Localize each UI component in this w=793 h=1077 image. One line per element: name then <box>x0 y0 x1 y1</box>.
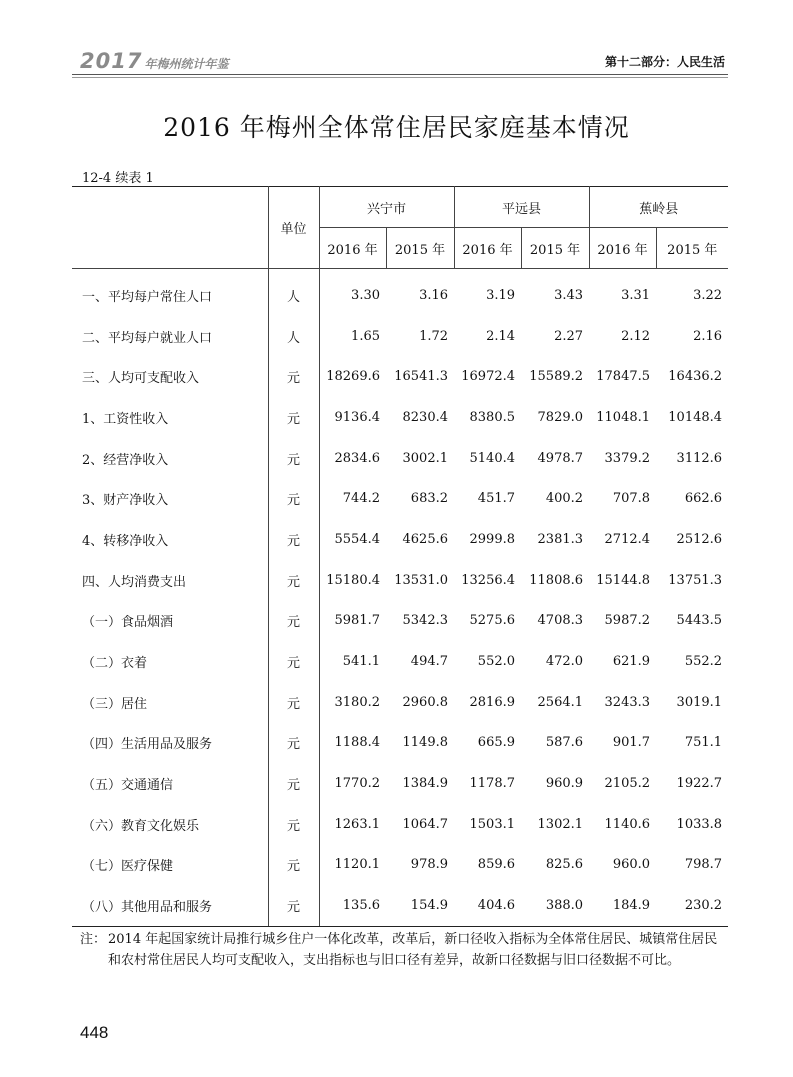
table-cell-value: 404.6 <box>454 885 521 926</box>
table-cell-value: 16972.4 <box>461 369 516 385</box>
row-label: （五）交通通信 <box>82 778 174 794</box>
row-label: （二）衣着 <box>82 656 148 672</box>
table-cell-value: 154.9 <box>386 885 454 926</box>
table-cell-value: 16541.3 <box>394 369 449 385</box>
table-id: 12-4 续表 1 <box>82 171 154 186</box>
table-cell-value: 2834.6 <box>334 450 380 466</box>
table-row <box>72 804 728 845</box>
table-cell-value: 400.2 <box>545 491 584 507</box>
row-label: （七）医疗保健 <box>82 859 174 875</box>
table-cell-value: 1120.1 <box>334 857 380 873</box>
table-cell-value: 13531.0 <box>394 572 449 588</box>
row-unit: 元 <box>268 560 319 601</box>
row-label: （八）其他用品和服务 <box>72 885 268 926</box>
note-label: 注： <box>80 932 107 947</box>
table-cell-value: 5981.7 <box>334 613 380 629</box>
table-row <box>72 269 728 316</box>
table-cell-value: 1178.7 <box>469 776 516 792</box>
table-cell-value: 17847.5 <box>596 369 651 385</box>
row-unit: 元 <box>268 397 319 438</box>
book-year: 2017 <box>80 49 143 73</box>
table-cell-value: 11048.1 <box>596 409 651 425</box>
table-cell-value: 13256.4 <box>461 572 516 588</box>
section-label: 第十二部分：人民生活 <box>604 55 725 69</box>
table-cell-value: 552.0 <box>477 654 516 670</box>
table-cell-value: 662.6 <box>684 491 723 507</box>
table-cell-value: 3.31 <box>621 287 651 303</box>
table-cell-value: 2960.8 <box>402 694 449 710</box>
table-cell-value: 1770.2 <box>334 776 380 792</box>
table-cell-value: 13751.3 <box>668 572 723 588</box>
table-cell-value: 2.16 <box>693 328 723 344</box>
table-cell-value: 5443.5 <box>676 613 723 629</box>
row-unit: 元 <box>268 356 319 397</box>
header-group-xingning: 兴宁市 <box>319 187 454 228</box>
table-row <box>72 397 728 438</box>
header-group-jiaoling: 蕉岭县 <box>589 187 728 228</box>
row-unit: 人 <box>268 316 319 357</box>
table-row <box>72 763 728 804</box>
table-cell-value: 587.6 <box>545 735 584 751</box>
table-cell-value: 798.7 <box>684 857 723 873</box>
note-text: 2014 年起国家统计局推行城乡住户一体化改革，改革后，新口径收入指标为全体常住居民、城镇常住居民和农村常住居民人均可支配收入，支出指标也与旧口径有差异，故新口径数据与旧口径数据不可比。 <box>108 932 718 968</box>
table-cell-value: 859.6 <box>477 857 516 873</box>
table-cell-value: 978.9 <box>410 857 449 873</box>
table-cell-value: 2.12 <box>621 328 651 344</box>
row-unit: 元 <box>268 478 319 519</box>
table-cell-value: 4625.6 <box>402 531 449 547</box>
row-label: 4、转移净收入 <box>82 533 169 549</box>
table-cell-value: 1.65 <box>351 328 380 344</box>
table-cell-value: 5342.3 <box>402 613 449 629</box>
table-cell-value: 5275.6 <box>469 613 516 629</box>
table-cell-value: 2712.4 <box>604 531 651 547</box>
table-cell-value: 901.7 <box>612 735 651 751</box>
table-cell-value: 1.72 <box>419 328 449 344</box>
table-cell-value: 184.9 <box>589 885 656 926</box>
row-label: （六）教育文化娱乐 <box>82 818 200 834</box>
page-number: 448 <box>80 1023 109 1042</box>
table-cell-value: 621.9 <box>612 654 651 670</box>
table-cell-value: 3379.2 <box>604 450 651 466</box>
table-cell-value: 751.1 <box>684 735 723 751</box>
book-name: 年梅州统计年鉴 <box>144 57 229 71</box>
table-cell-value: 1033.8 <box>676 816 723 832</box>
table-cell-value: 552.2 <box>684 654 723 670</box>
table-row <box>72 601 728 642</box>
table-cell-value: 388.0 <box>521 885 589 926</box>
row-unit: 元 <box>268 845 319 886</box>
table-cell-value: 1188.4 <box>334 735 380 751</box>
page-title: 2016 年梅州全体常住居民家庭基本情况 <box>163 113 630 142</box>
table-cell-value: 5554.4 <box>334 531 380 547</box>
row-unit: 元 <box>268 804 319 845</box>
table-cell-value: 683.2 <box>410 491 449 507</box>
table-cell-value: 15589.2 <box>529 369 584 385</box>
header-year: 2016 年 <box>454 228 521 269</box>
row-label: 一、平均每户常住人口 <box>82 289 213 305</box>
row-unit: 元 <box>268 438 319 479</box>
table-cell-value: 1263.1 <box>334 816 380 832</box>
table-cell-value: 15180.4 <box>326 572 380 588</box>
row-label: （三）居住 <box>82 696 148 712</box>
row-unit: 人 <box>268 269 319 316</box>
table-cell-value: 1064.7 <box>402 816 449 832</box>
table-cell-value: 1140.6 <box>604 816 651 832</box>
row-unit: 元 <box>268 763 319 804</box>
header-year: 2016 年 <box>319 228 386 269</box>
row-label: 1、工资性收入 <box>82 411 169 427</box>
table-cell-value: 5140.4 <box>469 450 516 466</box>
table-cell-value: 665.9 <box>477 735 516 751</box>
table-cell-value: 135.6 <box>319 885 386 926</box>
table-row <box>72 845 728 886</box>
row-label: 3、财产净收入 <box>82 493 169 509</box>
table-cell-value: 8380.5 <box>469 409 516 425</box>
table-row <box>72 356 728 397</box>
header-year: 2015 年 <box>386 228 454 269</box>
table-cell-value: 2512.6 <box>676 531 723 547</box>
table-cell-value: 3.19 <box>486 287 516 303</box>
table-cell-value: 9136.4 <box>334 409 380 425</box>
header-year: 2016 年 <box>589 228 656 269</box>
table-cell-value: 451.7 <box>477 491 516 507</box>
table-cell-value: 3180.2 <box>334 694 380 710</box>
table-cell-value: 11808.6 <box>529 572 584 588</box>
table-cell-value: 2381.3 <box>537 531 584 547</box>
table-cell-value: 960.9 <box>545 776 584 792</box>
row-label: 四、人均消费支出 <box>82 574 187 590</box>
table-cell-value: 3243.3 <box>604 694 651 710</box>
table-cell-value: 825.6 <box>545 857 584 873</box>
table-cell-value: 2816.9 <box>469 694 516 710</box>
table-row <box>72 641 728 682</box>
row-label: （四）生活用品及服务 <box>82 737 213 753</box>
table-row <box>72 560 728 601</box>
table-cell-value: 960.0 <box>612 857 651 873</box>
table-cell-value: 3019.1 <box>676 694 723 710</box>
header-year: 2015 年 <box>521 228 589 269</box>
table-cell-value: 744.2 <box>342 491 380 507</box>
table-row <box>72 478 728 519</box>
table-row <box>72 723 728 764</box>
table-cell-value: 1922.7 <box>676 776 723 792</box>
row-unit: 元 <box>268 885 319 926</box>
table-cell-value: 541.1 <box>342 654 380 670</box>
header-blank <box>72 187 268 269</box>
table-note <box>80 929 730 971</box>
table-cell-value: 3002.1 <box>402 450 449 466</box>
table-row <box>72 438 728 479</box>
table-cell-value: 8230.4 <box>402 409 449 425</box>
table-cell-value: 2564.1 <box>537 694 584 710</box>
table-row <box>72 682 728 723</box>
table-cell-value: 5987.2 <box>604 613 651 629</box>
statistics-table <box>72 186 728 927</box>
table-cell-value: 1302.1 <box>537 816 584 832</box>
table-cell-value: 2.27 <box>554 328 584 344</box>
row-label: 二、平均每户就业人口 <box>82 330 213 346</box>
row-label: （一）食品烟酒 <box>82 615 174 631</box>
row-label: 三、人均可支配收入 <box>82 371 200 387</box>
row-unit: 元 <box>268 601 319 642</box>
table-cell-value: 3.16 <box>419 287 449 303</box>
table-cell-value: 7829.0 <box>537 409 584 425</box>
header-rule <box>72 74 728 75</box>
row-unit: 元 <box>268 641 319 682</box>
table-cell-value: 1384.9 <box>402 776 449 792</box>
table-cell-value: 4978.7 <box>537 450 584 466</box>
table-cell-value: 2105.2 <box>604 776 651 792</box>
row-unit: 元 <box>268 682 319 723</box>
table-cell-value: 3.43 <box>554 287 584 303</box>
table-cell-value: 472.0 <box>545 654 584 670</box>
table-cell-value: 230.2 <box>656 885 728 926</box>
table-cell-value: 18269.6 <box>326 369 380 385</box>
header-year: 2015 年 <box>656 228 728 269</box>
header-rule-thin <box>72 77 728 78</box>
header-unit: 单位 <box>268 187 319 269</box>
header-group-pingyuan: 平远县 <box>454 187 589 228</box>
table-cell-value: 16436.2 <box>668 369 723 385</box>
table-cell-value: 1503.1 <box>469 816 516 832</box>
table-cell-value: 3112.6 <box>676 450 723 466</box>
book-header-title <box>80 49 228 73</box>
table-row <box>72 316 728 357</box>
table-cell-value: 2999.8 <box>469 531 516 547</box>
row-unit: 元 <box>268 723 319 764</box>
table-cell-value: 3.22 <box>693 287 723 303</box>
header-row-groups <box>72 187 728 228</box>
row-label: 2、经营净收入 <box>82 452 169 468</box>
table-cell-value: 3.30 <box>351 287 380 303</box>
table-row <box>72 519 728 560</box>
table-row <box>72 885 728 926</box>
row-unit: 元 <box>268 519 319 560</box>
table-cell-value: 707.8 <box>612 491 651 507</box>
table-cell-value: 15144.8 <box>596 572 651 588</box>
table-cell-value: 10148.4 <box>668 409 723 425</box>
table-cell-value: 2.14 <box>486 328 516 344</box>
table-cell-value: 4708.3 <box>537 613 584 629</box>
table-cell-value: 1149.8 <box>402 735 449 751</box>
table-cell-value: 494.7 <box>410 654 449 670</box>
